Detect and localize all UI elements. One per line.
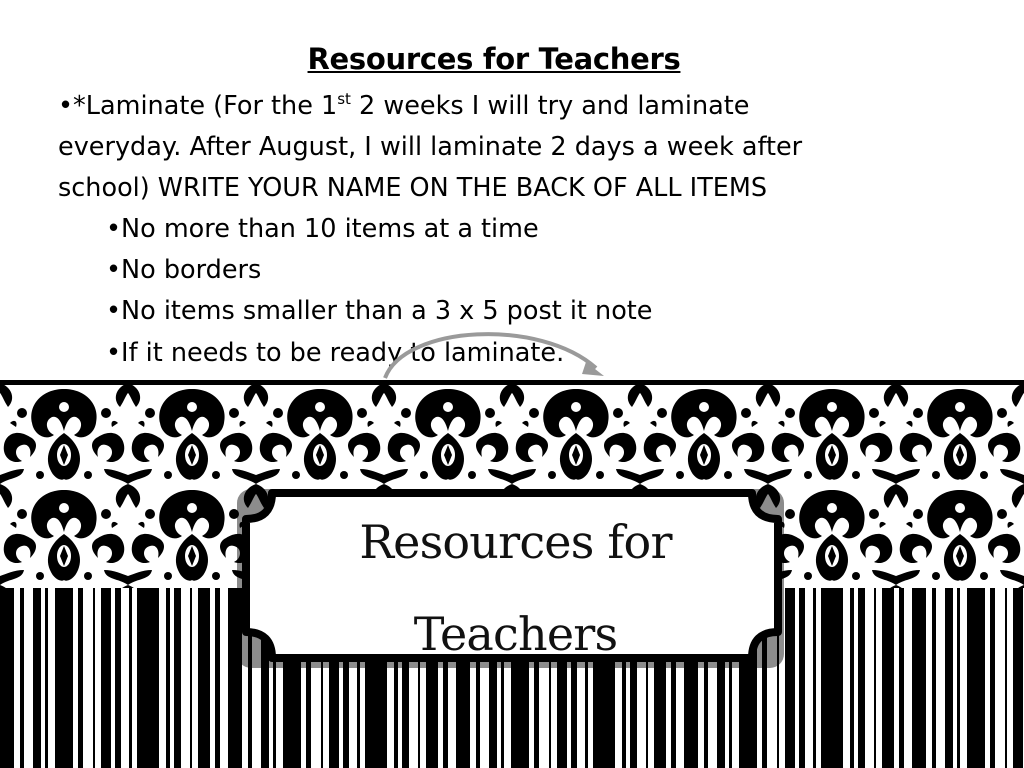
bullet-symbol: •	[106, 255, 122, 285]
stripe	[990, 588, 995, 768]
stripe	[899, 588, 904, 768]
bullet-symbol: •	[106, 214, 122, 244]
stripe	[874, 588, 876, 768]
bullet-symbol: •	[106, 296, 122, 326]
stripe	[129, 588, 132, 768]
bullet-main-text-start: *Laminate (For the 1	[73, 91, 338, 121]
stripe	[55, 588, 73, 768]
stripe	[945, 588, 953, 768]
banner-title-line2: Teachers	[413, 607, 618, 661]
stripe	[932, 588, 936, 768]
stripe	[813, 588, 816, 768]
stripe	[33, 588, 41, 768]
stripe	[45, 588, 48, 768]
sub-bullet-text: No more than 10 items at a time	[121, 214, 539, 244]
bullet-symbol: •	[106, 338, 122, 368]
stripe	[882, 588, 894, 768]
stripe	[967, 588, 985, 768]
stripe	[0, 588, 14, 768]
top-border-line	[0, 380, 1024, 385]
stripe	[1013, 588, 1023, 768]
sub-bullet-text: If it needs to be ready to laminate.	[121, 338, 565, 368]
stripe	[785, 588, 795, 768]
stripe	[190, 588, 192, 768]
ordinal-superscript: st	[337, 90, 351, 108]
stripe	[93, 588, 95, 768]
sub-bullet-text: No borders	[121, 255, 262, 285]
stripe	[912, 588, 926, 768]
slide-heading: Resources for Teachers	[307, 42, 681, 76]
bullet-main-line3: school) WRITE YOUR NAME ON THE BACK OF ALL ITEMS	[58, 173, 768, 203]
stripe	[78, 588, 83, 768]
stripe	[850, 588, 854, 768]
stripe	[215, 588, 220, 768]
bullet-main-line2: everyday. After August, I will laminate 2 days a week after	[58, 132, 803, 162]
stripe	[198, 588, 210, 768]
sub-bullet-text: No items smaller than a 3 x 5 post it note	[121, 296, 653, 326]
stripe	[1005, 588, 1007, 768]
curved-arrow-icon	[385, 334, 596, 378]
stripe	[101, 588, 111, 768]
stripe	[799, 588, 805, 768]
stripe	[137, 588, 159, 768]
bullet-symbol: •	[58, 91, 74, 121]
stripe	[858, 588, 865, 768]
stripe	[821, 588, 843, 768]
stripe	[166, 588, 170, 768]
bullet-main-text-end: 2 weeks I will try and laminate	[350, 91, 750, 121]
stripe	[20, 588, 24, 768]
stripe	[957, 588, 960, 768]
stripe	[115, 588, 121, 768]
banner-title-line1: Resources for	[359, 515, 672, 569]
banner-title	[283, 496, 748, 680]
stripe	[174, 588, 181, 768]
